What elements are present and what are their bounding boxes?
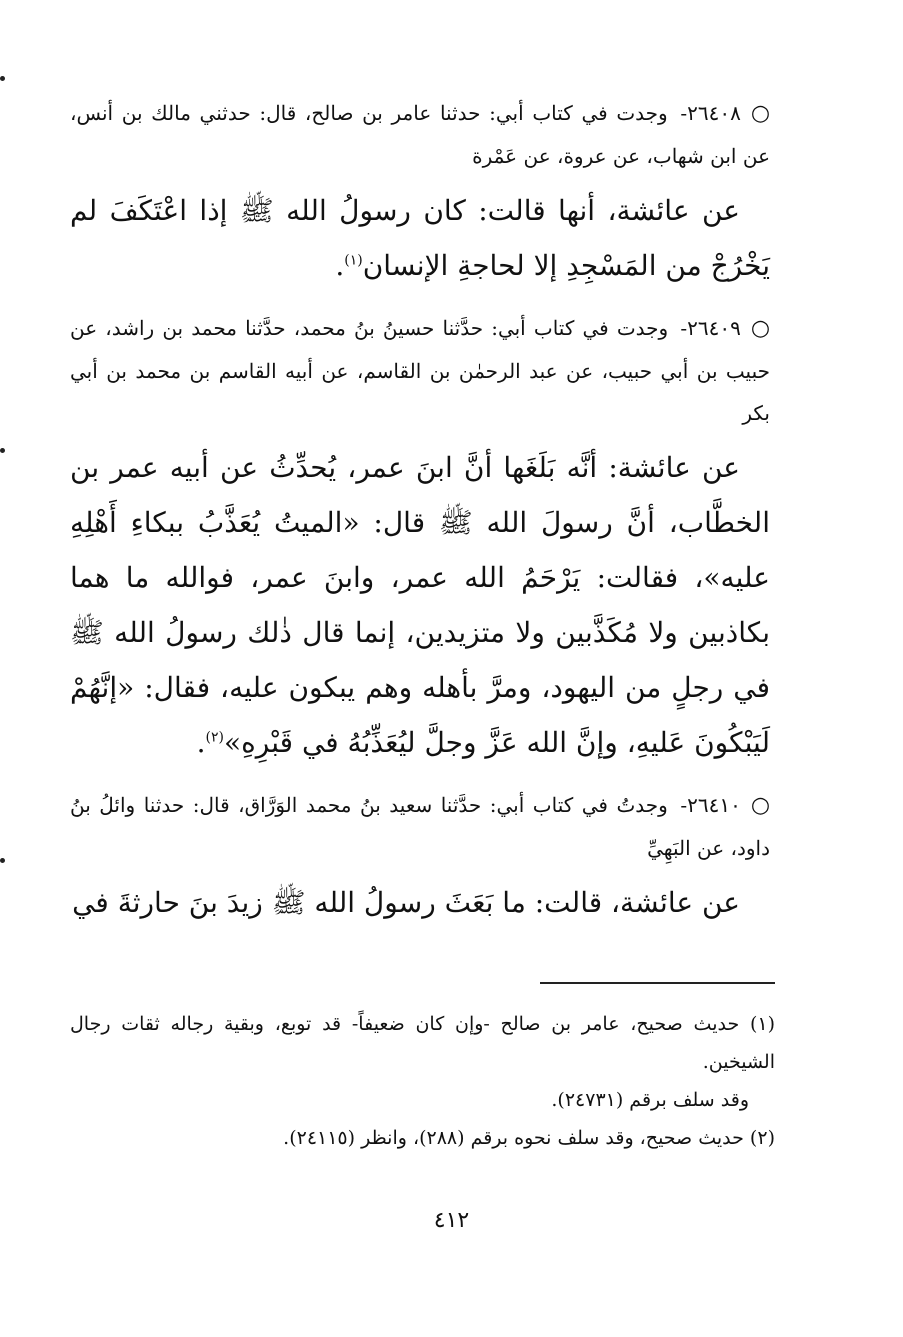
circle-marker-icon: ○ [750,101,771,126]
matn-text: عن عائشة، أنها قالت: كان رسولُ الله ﷺ إذا اعْتَكَفَ لم يَخْرُجْ من المَسْجِدِ إلا لحاجةِ الإنسان [70,194,770,282]
circle-marker-icon: ○ [750,316,771,341]
hadith-number: ٢٦٤٠٩- [680,316,741,340]
circle-marker-icon: ○ [750,793,771,818]
scan-edge-mark [0,76,5,81]
hadith-isnad [70,307,770,434]
page-body [70,92,770,944]
matn-end: . [196,726,206,759]
footnotes [70,1005,775,1157]
isnad-text: وجدت في كتاب أبي: حدثنا عامر بن صالح، قال: حدثني مالك بن أنس، عن ابن شهاب، عن عروة، عن عَمْرة [70,101,770,168]
scan-edge-mark [0,858,5,863]
matn-end: . [335,249,345,282]
hadith-isnad [70,784,770,869]
footnote: (١) حديث صحيح، عامر بن صالح -وإن كان ضعيفاً- قد توبع، وبقية رجاله ثقات رجال الشيخين. [70,1013,775,1073]
matn-text: عن عائشة، قالت: ما بَعَثَ رسولُ الله ﷺ زيدَ بنَ حارثةَ في [72,886,740,919]
footnote-separator [540,982,775,984]
footnote: (٢) حديث صحيح، وقد سلف نحوه برقم (٢٨٨)، وانظر (٢٤١١٥). [283,1127,775,1149]
footnote: وقد سلف برقم (٢٤٧٣١). [551,1089,749,1111]
hadith-matn [70,183,770,293]
footnote-reference[interactable]: (١) [344,252,363,269]
scan-edge-mark [0,448,5,453]
hadith-isnad [70,92,770,177]
hadith-number: ٢٦٤١٠- [680,793,741,817]
footnote-reference[interactable]: (٢) [205,729,224,746]
isnad-text: وجدت في كتاب أبي: حدَّثنا حسينُ بنُ محمد، حدَّثنا محمد بن راشد، عن حبيب بن أبي حبيب، عن عبد الرحمٰن بن القاسم، عن أبيه القاسم بن محمد بن أبي بكر [70,316,770,425]
hadith-matn [70,440,770,770]
matn-text: عن عائشة: أنَّه بَلَغَها أنَّ ابنَ عمر، يُحدِّثُ عن أبيه عمر بن الخطَّاب، أنَّ رسولَ الله ﷺ قال: «الميتُ يُعَذَّبُ ببكاءِ أَهْلِهِ عليه»، فقالت: يَرْحَمُ الله عمر، وابنَ عمر، فوالله ما هما بكاذبين ولا مُكَذَّبين ولا متزيدين، إنما قال ذٰلك رسولُ الله ﷺ في رجلٍ من اليهود، ومرَّ بأهله وهم يبكون عليه، فقال: «إنَّهُمْ لَيَبْكُونَ عَليهِ، وإنَّ الله عَزَّ وجلَّ ليُعَذِّبُهُ في قَبْرِهِ» [70,451,770,759]
hadith-number: ٢٦٤٠٨- [680,101,741,125]
page-number: ٤١٢ [433,1208,470,1233]
isnad-text: وجدتُ في كتاب أبي: حدَّثنا سعيد بنُ محمد الوَرَّاق، قال: حدثنا وائلُ بنُ داود، عن البَهِيِّ [70,793,770,860]
hadith-matn [70,875,770,930]
